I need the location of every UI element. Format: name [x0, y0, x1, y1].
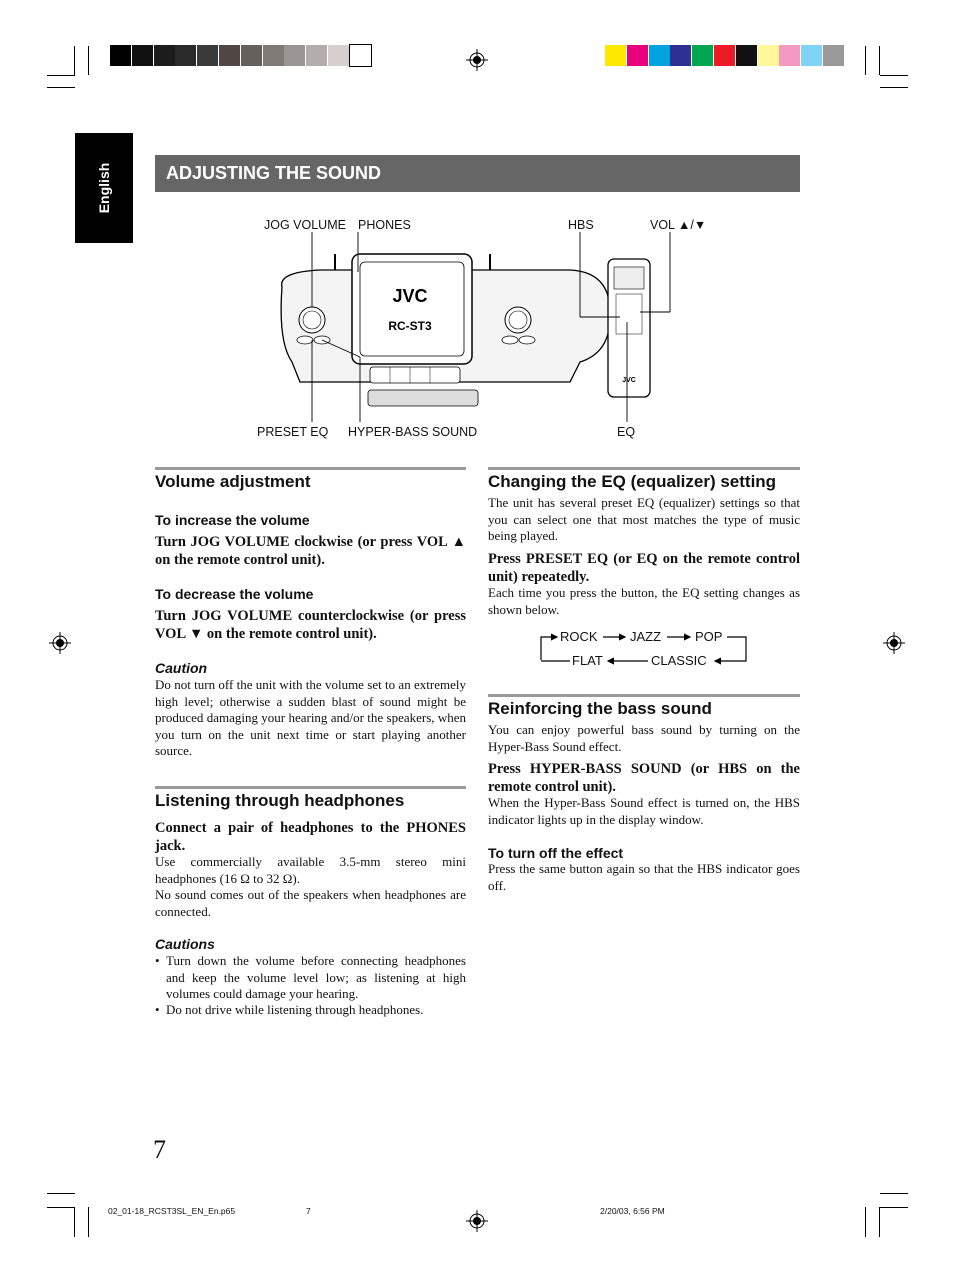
label-eq: EQ: [617, 425, 636, 439]
section-rule-eq: [488, 467, 800, 470]
label-preset-eq: PRESET EQ: [257, 425, 329, 439]
boombox-illustration: [260, 232, 700, 427]
footer-date: 2/20/03, 6:56 PM: [600, 1206, 665, 1216]
section-rule-bass: [488, 694, 800, 697]
color-swatch: [197, 45, 218, 66]
color-swatch: [263, 45, 284, 66]
label-phones: PHONES: [358, 218, 411, 232]
color-swatch: [241, 45, 262, 66]
color-swatch: [175, 45, 196, 66]
eq-flat: FLAT: [572, 653, 603, 668]
page-number: 7: [153, 1135, 166, 1164]
model-label: RC-ST3: [388, 319, 432, 333]
instruction-headphones: Connect a pair of headphones to the PHONES jack.: [155, 820, 466, 854]
registration-mark-right: [883, 632, 905, 654]
registration-mark-bottom: [466, 1210, 488, 1232]
heading-bass: Reinforcing the bass sound: [488, 699, 712, 718]
bass-note: When the Hyper-Bass Sound effect is turned on, the HBS indicator lights up in the display window.: [488, 795, 800, 827]
color-swatch: [779, 45, 800, 66]
section-rule-volume: [155, 467, 466, 470]
color-swatch: [306, 45, 327, 66]
bass-instruction: Press HYPER-BASS SOUND (or HBS on the remote control unit).: [488, 761, 800, 795]
headphones-text-2: No sound comes out of the speakers when headphones are connected.: [155, 887, 466, 919]
color-swatch: [714, 45, 735, 66]
color-swatch: [350, 45, 371, 66]
language-tab: [75, 133, 133, 243]
eq-rock: ROCK: [560, 629, 598, 644]
footer-page: 7: [306, 1206, 311, 1216]
heading-cautions: Cautions: [155, 936, 215, 952]
eq-instruction: Press PRESET EQ (or EQ on the remote control unit) repeatedly.: [488, 551, 800, 585]
heading-headphones: Listening through headphones: [155, 791, 405, 810]
color-swatch: [736, 45, 757, 66]
registration-mark-left: [49, 632, 71, 654]
heading-turn-off: To turn off the effect: [488, 845, 624, 861]
heading-caution: Caution: [155, 660, 208, 676]
footer-file: 02_01-18_RCST3SL_EN_En.p65: [108, 1206, 236, 1216]
eq-pop: POP: [695, 629, 723, 644]
bass-intro: You can enjoy powerful bass sound by turning on the Hyper-Bass Sound effect.: [488, 722, 800, 754]
color-swatch: [154, 45, 175, 66]
heading-eq: Changing the EQ (equalizer) setting: [488, 472, 777, 491]
eq-note: Each time you press the button, the EQ setting changes as shown below.: [488, 585, 800, 617]
heading-increase-volume: To increase the volume: [155, 512, 310, 528]
eq-intro: The unit has several preset EQ (equalizer) settings so that you can select one that most matches the type of music being played.: [488, 495, 800, 543]
section-rule-headphones: [155, 786, 466, 789]
label-jog-volume: JOG VOLUME: [264, 218, 346, 232]
label-vol: VOL ▲/▼: [650, 218, 707, 232]
color-swatch: [605, 45, 626, 66]
registration-mark-top: [466, 49, 488, 71]
brand-logo: JVC: [392, 286, 428, 306]
color-swatch: [823, 45, 844, 66]
color-swatch: [692, 45, 713, 66]
color-swatch: [328, 45, 349, 66]
instruction-increase: Turn JOG VOLUME clockwise (or press VOL ▲ on the remote control unit).: [155, 534, 466, 568]
color-swatch: [801, 45, 822, 66]
color-swatch: [649, 45, 670, 66]
section-title-bar: [155, 155, 800, 192]
color-swatch: [670, 45, 691, 66]
color-swatch: [219, 45, 240, 66]
label-hyper-bass: HYPER-BASS SOUND: [348, 425, 478, 439]
label-hbs: HBS: [568, 218, 594, 232]
color-swatch: [627, 45, 648, 66]
caution-item: • Do not drive while listening through headphones.: [155, 1002, 466, 1019]
color-swatch: [284, 45, 305, 66]
heading-volume-adjustment: Volume adjustment: [155, 472, 311, 491]
color-swatch: [110, 45, 131, 66]
color-swatch: [758, 45, 779, 66]
eq-jazz: JAZZ: [630, 629, 662, 644]
headphones-text-1: Use commercially available 3.5-mm stereo mini headphones (16 Ω to 32 Ω).: [155, 854, 466, 886]
caution-text: Do not turn off the unit with the volume set to an extremely high level; otherwise a sudden blast of sound might be produced damaging your hearing and/or the speakers, when you turn on the unit next time or start playing another source.: [155, 677, 466, 758]
remote-logo: JVC: [622, 377, 636, 384]
eq-classic: CLASSIC: [651, 653, 707, 668]
turn-off-text: Press the same button again so that the HBS indicator goes off.: [488, 861, 800, 893]
section-title: ADJUSTING THE SOUND: [166, 163, 382, 183]
eq-cycle-arrows: [535, 625, 750, 670]
language-label: English: [96, 162, 112, 214]
instruction-decrease: Turn JOG VOLUME counterclockwise (or press VOL ▼ on the remote control unit).: [155, 608, 466, 642]
caution-item: • Turn down the volume before connecting headphones and keep the volume level low; as listening at high volumes could damage your hearing.: [155, 953, 466, 1003]
heading-decrease-volume: To decrease the volume: [155, 586, 314, 602]
color-swatch: [132, 45, 153, 66]
